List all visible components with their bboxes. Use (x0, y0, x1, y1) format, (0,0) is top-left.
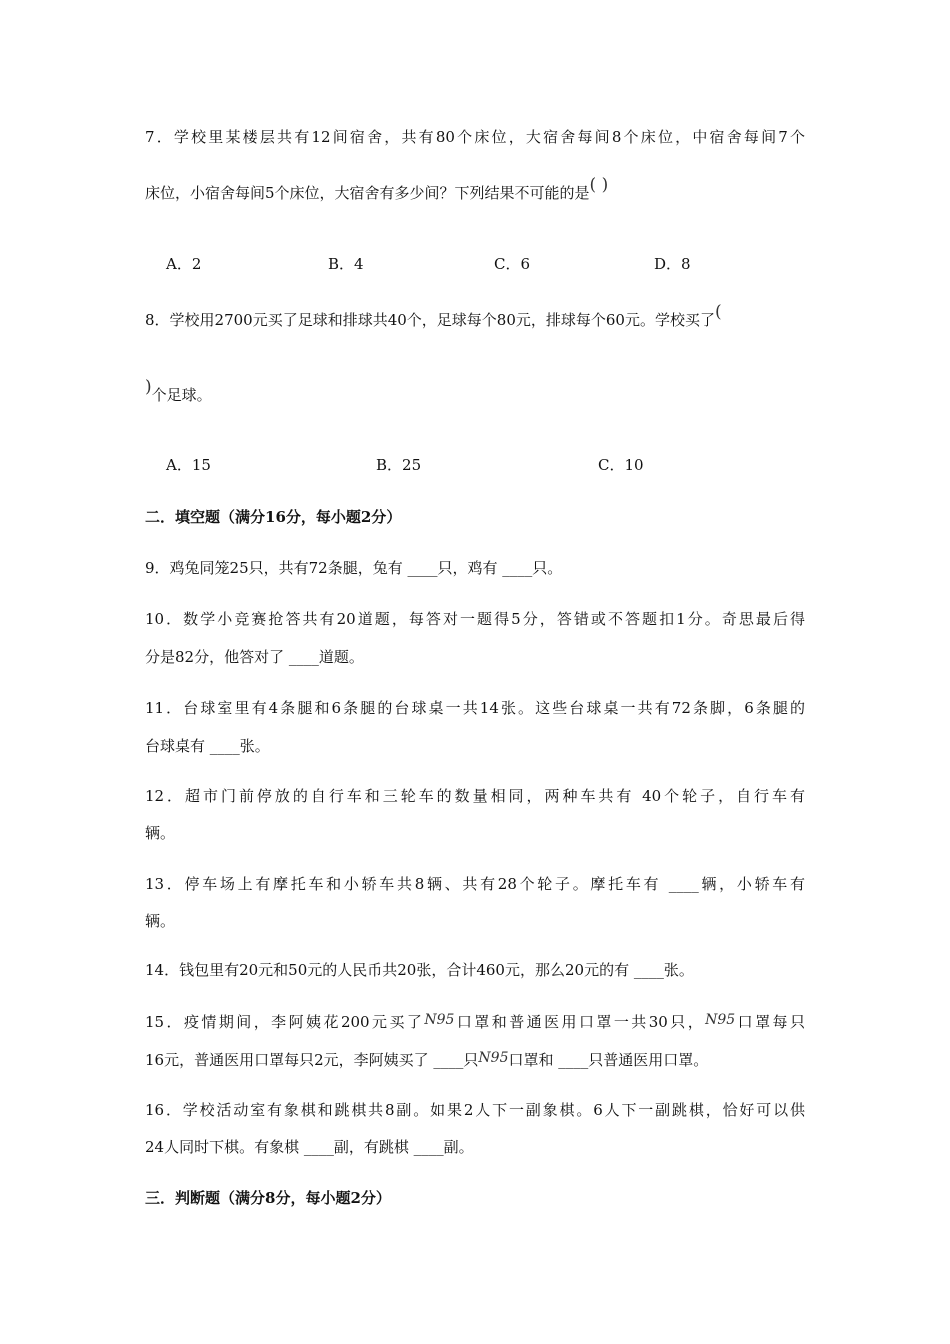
q8-option-a: A．15 (166, 456, 211, 474)
q15-line1 (145, 1012, 805, 1033)
q8-paren-open: ( (714, 302, 722, 322)
q15-n95-a: N95 (424, 1012, 455, 1028)
q8-line2-text: 个足球。 (151, 386, 212, 404)
q15-n95-b: N95 (705, 1012, 736, 1028)
q12-line1: 12．超市门前停放的自行车和三轮车的数量相同，两种车共有 40个轮子，自行车有 (145, 787, 805, 805)
q7-line1: 7．学校里某楼层共有12间宿舍，共有80个床位，大宿舍每间8个床位，中宿舍每间7个 (145, 128, 805, 146)
q8-option-b: B．25 (376, 456, 422, 474)
q7-line2 (145, 175, 609, 203)
q15-part2: 口罩和普通医用口罩一共30只， (454, 1013, 706, 1031)
q15-n95-c: N95 (478, 1050, 509, 1066)
q7-option-a: A．2 (166, 255, 202, 273)
q16-line1: 16．学校活动室有象棋和跳棋共8副。如果2人下一副象棋。6人下一副跳棋，恰好可以供 (145, 1101, 805, 1119)
q8-paren-close: ) (145, 377, 152, 397)
q8-line1 (145, 302, 722, 330)
q9: 9．鸡兔同笼25只，共有72条腿，兔有 ____只，鸡有 ____只。 (145, 559, 563, 577)
q7-answer-paren: ( ) (589, 175, 609, 195)
q15-part3: 口罩每只 (735, 1013, 805, 1031)
q7-option-d: D．8 (654, 255, 691, 273)
q15-part1: 15．疫情期间，李阿姨花200元买了 (145, 1013, 425, 1031)
q13-line1: 13．停车场上有摩托车和小轿车共8辆、共有28个轮子。摩托车有 ____辆，小轿车有 (145, 875, 805, 893)
section-2-heading: 二．填空题（满分16分，每小题2分） (145, 508, 402, 526)
q8-line2 (145, 377, 212, 405)
q15-line2a: 16元，普通医用口罩每只2元，李阿姨买了 ____只 (145, 1051, 479, 1069)
q7-option-c: C．6 (494, 255, 531, 273)
q10-line2: 分是82分，他答对了 ____道题。 (145, 648, 364, 666)
q10-line1: 10．数学小竞赛抢答共有20道题，每答对一题得5分，答错或不答题扣1分。奇思最后得 (145, 610, 805, 628)
q7-option-b: B．4 (328, 255, 364, 273)
section-3-heading: 三．判断题（满分8分，每小题2分） (145, 1189, 391, 1207)
q8-line1-text: 8．学校用2700元买了足球和排球共40个，足球每个80元，排球每个60元。学校买了 (145, 311, 715, 329)
q7-line2-text: 床位，小宿舍每间5个床位，大宿舍有多少间？下列结果不可能的是 (145, 184, 590, 202)
q16-line2: 24人同时下棋。有象棋 ____副，有跳棋 ____副。 (145, 1138, 474, 1156)
q11-line2: 台球桌有 ____张。 (145, 737, 270, 755)
q8-option-c: C．10 (598, 456, 644, 474)
q13-line2: 辆。 (145, 912, 176, 930)
q11-line1: 11．台球室里有4条腿和6条腿的台球桌一共14张。这些台球桌一共有72条脚，6条腿的 (145, 699, 805, 717)
q14: 14．钱包里有20元和50元的人民币共20张，合计460元，那么20元的有 ____张。 (145, 961, 694, 979)
q15-line2b: 口罩和 ____只普通医用口罩。 (508, 1051, 709, 1069)
q15-line2 (145, 1050, 708, 1071)
q12-line2: 辆。 (145, 824, 176, 842)
